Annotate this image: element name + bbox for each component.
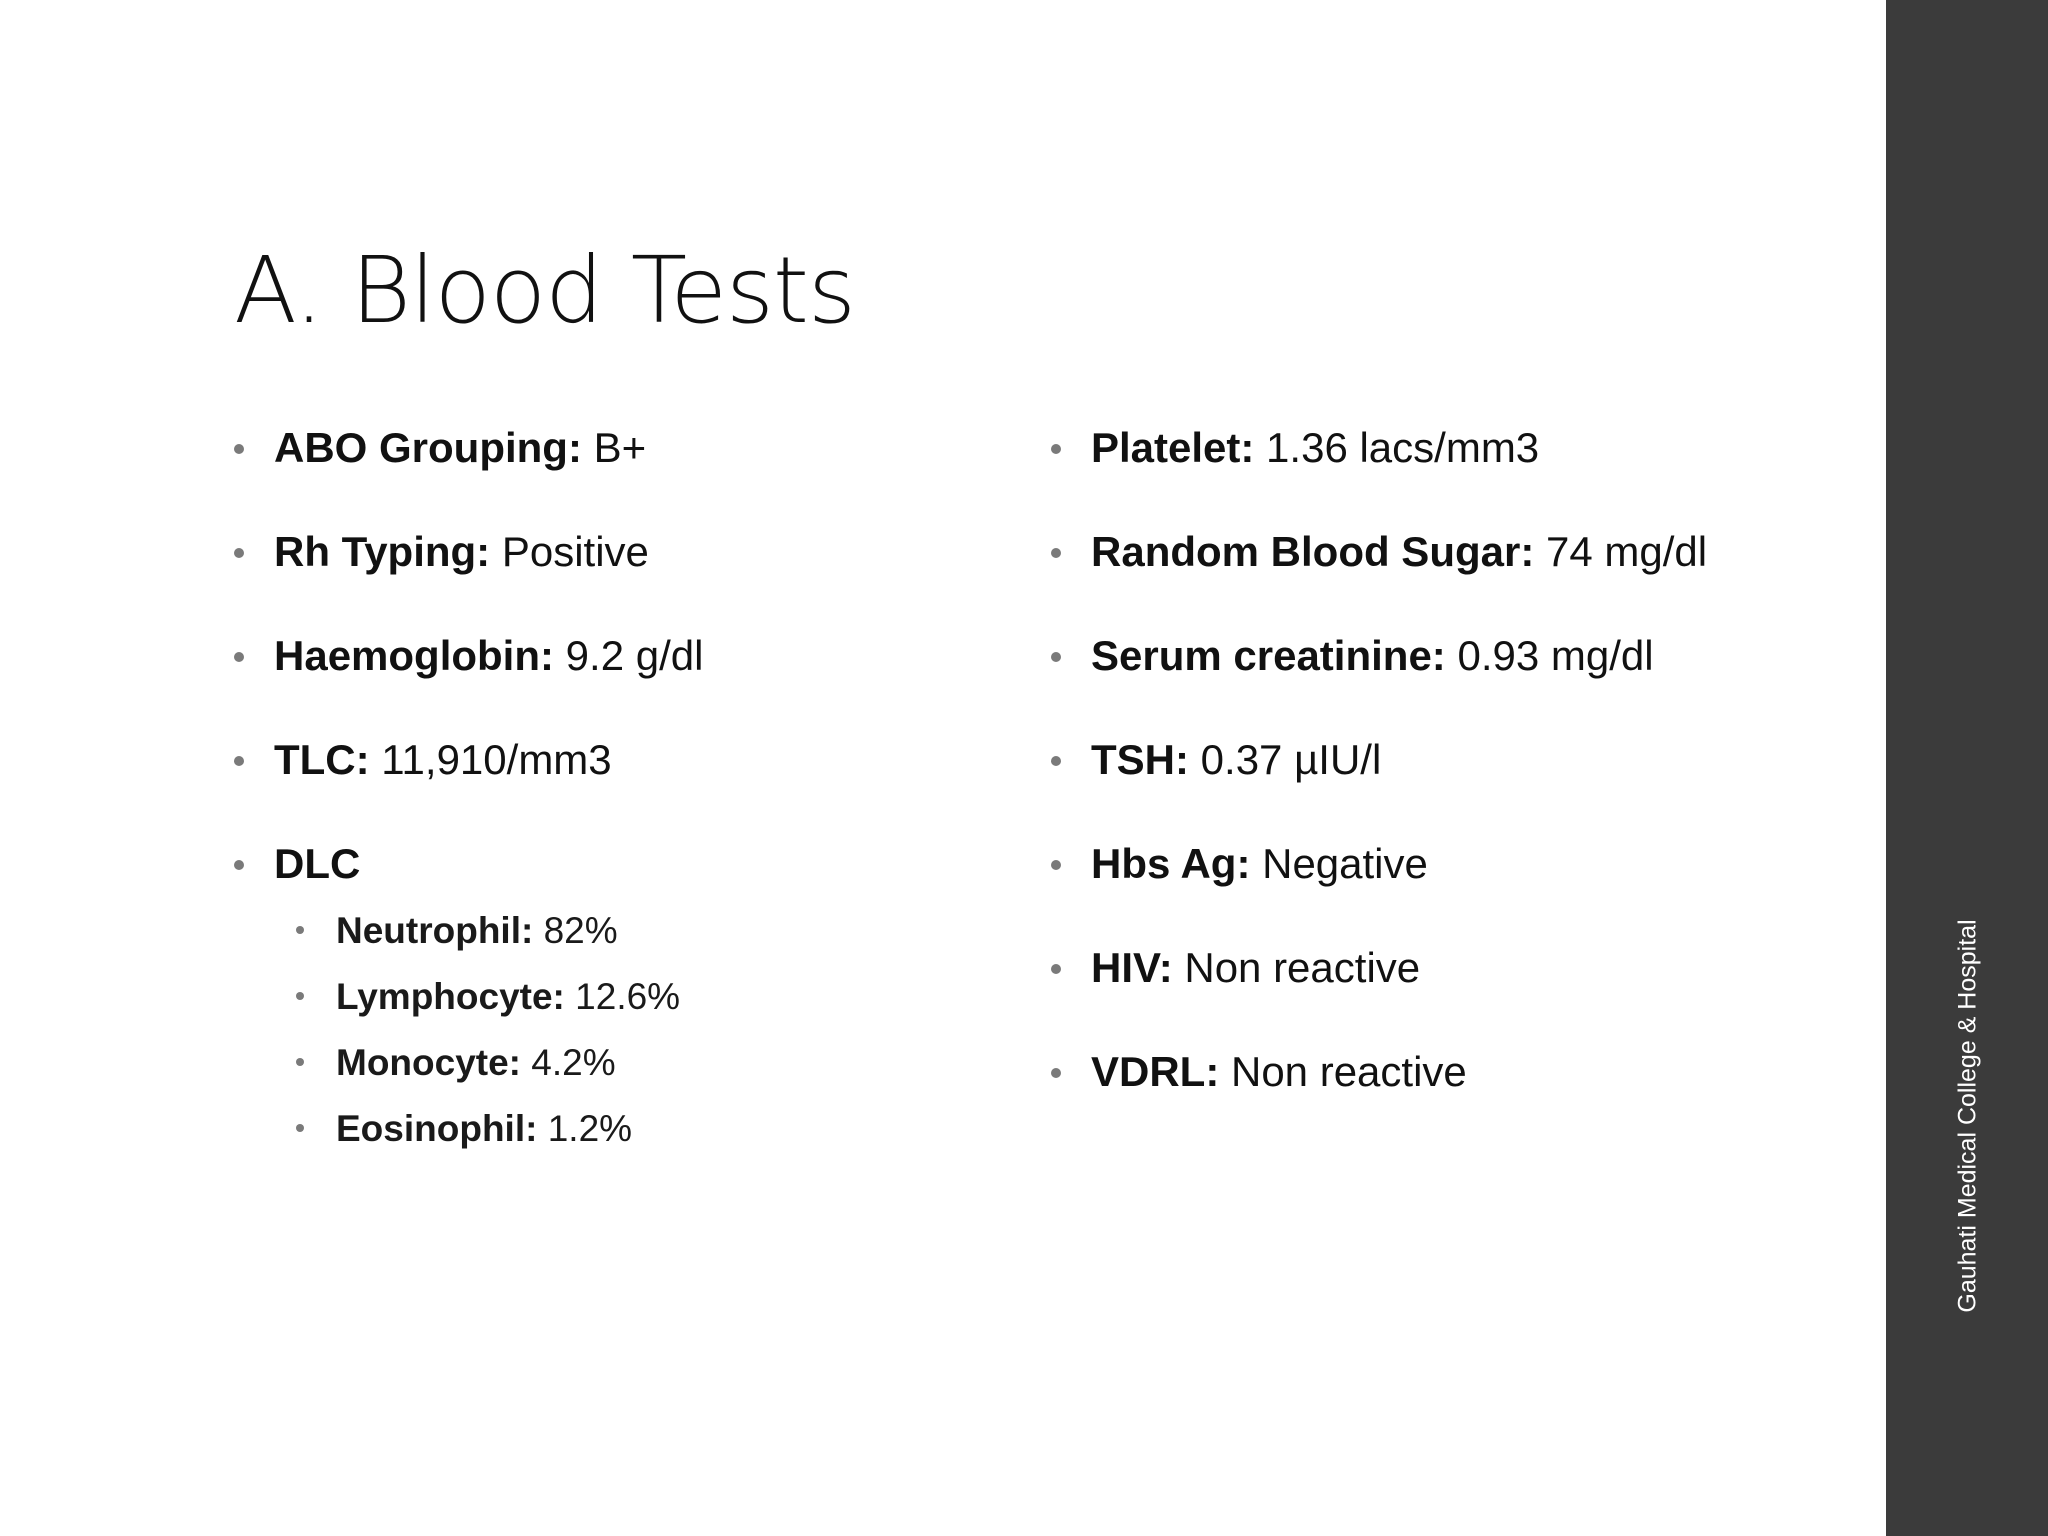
item-label: Hbs Ag: <box>1091 840 1251 887</box>
item-value: Non reactive <box>1219 1048 1467 1095</box>
item-value: Positive <box>490 528 649 575</box>
slide-title: A. Blood Tests <box>234 237 855 344</box>
list-item-hbs-ag <box>1051 836 1428 892</box>
bullet-icon <box>1051 548 1061 558</box>
sub-item-eosinophil <box>296 1104 632 1154</box>
item-label: TSH: <box>1091 736 1189 783</box>
item-value: 0.93 mg/dl <box>1445 632 1654 679</box>
sub-item-label: Eosinophil: <box>336 1108 538 1149</box>
sub-item-value: 4.2% <box>521 1042 616 1083</box>
sidebar-institution-text: Gauhati Medical College & Hospital <box>1953 919 1982 1313</box>
sub-item-neutrophil <box>296 906 618 956</box>
item-value: 74 mg/dl <box>1534 528 1708 575</box>
list-item-tsh <box>1051 732 1381 788</box>
list-item-haemoglobin <box>234 628 703 684</box>
bullet-icon <box>1051 964 1061 974</box>
list-item-vdrl <box>1051 1044 1467 1100</box>
list-item-platelet <box>1051 420 1539 476</box>
item-value: 9.2 g/dl <box>554 632 704 679</box>
item-label: DLC <box>274 840 361 887</box>
bullet-icon <box>234 860 244 870</box>
list-item-random-blood-sugar <box>1051 524 1707 580</box>
item-label: VDRL: <box>1091 1048 1220 1095</box>
sub-bullet-icon <box>296 992 304 1000</box>
bullet-icon <box>234 652 244 662</box>
item-label: Serum creatinine: <box>1091 632 1446 679</box>
bullet-icon <box>1051 756 1061 766</box>
bullet-icon <box>1051 652 1061 662</box>
item-label: ABO Grouping: <box>274 424 582 471</box>
sub-item-value: 12.6% <box>564 976 681 1017</box>
item-value: 1.36 lacs/mm3 <box>1254 424 1540 471</box>
item-value: 11,910/mm3 <box>369 736 612 783</box>
sub-bullet-icon <box>296 1058 304 1066</box>
item-value: B+ <box>581 424 647 471</box>
bullet-icon <box>1051 444 1061 454</box>
list-item-hiv <box>1051 940 1420 996</box>
item-label: Random Blood Sugar: <box>1091 528 1535 575</box>
bullet-icon <box>1051 1068 1061 1078</box>
list-item-rh-typing <box>234 524 649 580</box>
list-item-tlc <box>234 732 612 788</box>
sub-bullet-icon <box>296 1124 304 1132</box>
item-label: Haemoglobin: <box>274 632 554 679</box>
sub-item-value: 1.2% <box>537 1108 633 1149</box>
item-label: TLC: <box>274 736 370 783</box>
sub-item-lymphocyte <box>296 972 680 1022</box>
item-label: Rh Typing: <box>274 528 491 575</box>
item-value: Non reactive <box>1172 944 1421 991</box>
bullet-icon <box>234 548 244 558</box>
sub-item-label: Monocyte: <box>336 1042 521 1083</box>
list-item-dlc <box>234 836 360 892</box>
sub-item-label: Lymphocyte: <box>336 976 565 1017</box>
item-label: Platelet: <box>1091 424 1255 471</box>
sub-item-monocyte <box>296 1038 616 1088</box>
list-item-serum-creatinine <box>1051 628 1654 684</box>
item-value: Negative <box>1250 840 1428 887</box>
sub-item-value: 82% <box>533 910 618 951</box>
bullet-icon <box>234 444 244 454</box>
item-value: 0.37 µIU/l <box>1189 736 1382 783</box>
list-item-abo-grouping <box>234 420 646 476</box>
bullet-icon <box>234 756 244 766</box>
sub-bullet-icon <box>296 926 304 934</box>
bullet-icon <box>1051 860 1061 870</box>
item-label: HIV: <box>1091 944 1173 991</box>
sub-item-label: Neutrophil: <box>336 910 534 951</box>
